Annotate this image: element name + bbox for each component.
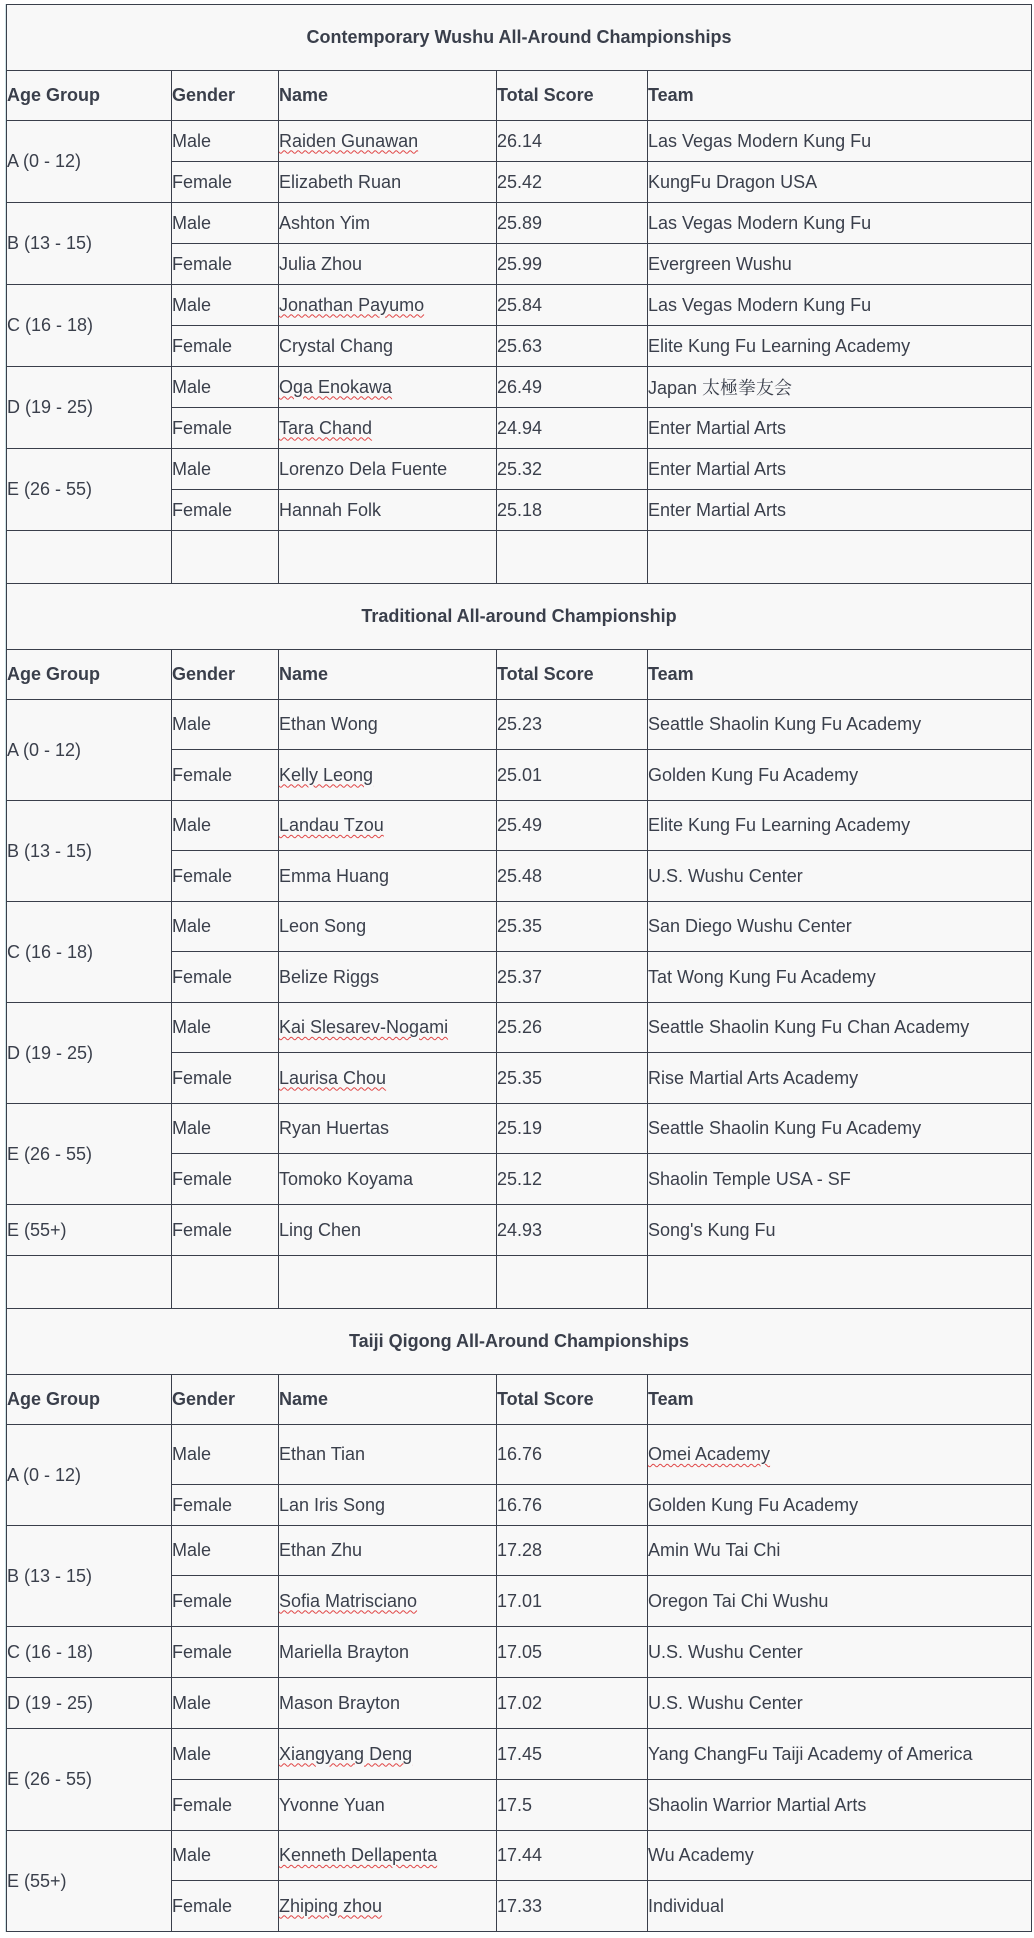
team-cell: San Diego Wushu Center (648, 902, 1032, 952)
age-group-cell: B (13 - 15) (7, 801, 172, 902)
age-group-cell: A (0 - 12) (7, 700, 172, 801)
age-group-cell: A (0 - 12) (7, 121, 172, 203)
team-cell: KungFu Dragon USA (648, 162, 1032, 203)
gender-cell: Female (172, 1780, 279, 1831)
score-cell: 17.02 (497, 1678, 648, 1729)
name-cell: Elizabeth Ruan (279, 162, 497, 203)
header-row (7, 650, 1032, 700)
score-cell: 25.32 (497, 449, 648, 490)
header-age-group: Age Group (7, 650, 172, 700)
team-cell: Yang ChangFu Taiji Academy of America (648, 1729, 1032, 1780)
score-cell: 17.33 (497, 1881, 648, 1932)
name-cell: Raiden Gunawan (279, 121, 497, 162)
gender-cell: Female (172, 1154, 279, 1205)
score-cell: 25.35 (497, 1053, 648, 1104)
name-cell: Yvonne Yuan (279, 1780, 497, 1831)
team-cell: U.S. Wushu Center (648, 1627, 1032, 1678)
name-cell: Hannah Folk (279, 490, 497, 531)
header-age-group: Age Group (7, 71, 172, 121)
name-cell: Leon Song (279, 902, 497, 952)
score-cell: 16.76 (497, 1485, 648, 1526)
gender-cell: Female (172, 952, 279, 1003)
gender-cell: Female (172, 244, 279, 285)
name-cell: Mason Brayton (279, 1678, 497, 1729)
gender-cell: Female (172, 750, 279, 801)
score-cell: 17.05 (497, 1627, 648, 1678)
age-group-cell: B (13 - 15) (7, 1526, 172, 1627)
table-row (7, 203, 1032, 244)
age-group-cell: E (26 - 55) (7, 449, 172, 531)
team-cell: Las Vegas Modern Kung Fu (648, 121, 1032, 162)
score-cell: 25.48 (497, 851, 648, 902)
team-cell: Individual (648, 1881, 1032, 1932)
team-cell: Elite Kung Fu Learning Academy (648, 326, 1032, 367)
age-group-cell: E (55+) (7, 1831, 172, 1932)
table-row (7, 121, 1032, 162)
team-cell: Rise Martial Arts Academy (648, 1053, 1032, 1104)
section-title-taiji: Taiji Qigong All-Around Championships (7, 1309, 1032, 1375)
score-cell: 25.18 (497, 490, 648, 531)
name-cell: Sofia Matrisciano (279, 1576, 497, 1627)
results-document (5, 4, 1031, 1932)
header-team: Team (648, 71, 1032, 121)
gender-cell: Male (172, 1729, 279, 1780)
team-cell: Amin Wu Tai Chi (648, 1526, 1032, 1576)
header-age-group: Age Group (7, 1375, 172, 1425)
header-row (7, 1375, 1032, 1425)
name-cell: Tomoko Koyama (279, 1154, 497, 1205)
name-cell: Ethan Tian (279, 1425, 497, 1485)
name-cell: Emma Huang (279, 851, 497, 902)
gender-cell: Female (172, 1205, 279, 1256)
header-total-score: Total Score (497, 71, 648, 121)
score-cell: 25.26 (497, 1003, 648, 1053)
score-cell: 25.37 (497, 952, 648, 1003)
team-cell: Tat Wong Kung Fu Academy (648, 952, 1032, 1003)
header-name: Name (279, 1375, 497, 1425)
header-row (7, 71, 1032, 121)
score-cell: 25.35 (497, 902, 648, 952)
team-cell: Seattle Shaolin Kung Fu Academy (648, 700, 1032, 750)
table-row (7, 902, 1032, 952)
header-name: Name (279, 650, 497, 700)
score-cell: 17.5 (497, 1780, 648, 1831)
score-cell: 24.93 (497, 1205, 648, 1256)
name-cell: Kai Slesarev-Nogami (279, 1003, 497, 1053)
gender-cell: Male (172, 1678, 279, 1729)
name-cell: Jonathan Payumo (279, 285, 497, 326)
header-team: Team (648, 1375, 1032, 1425)
age-group-cell: C (16 - 18) (7, 285, 172, 367)
score-cell: 17.28 (497, 1526, 648, 1576)
gender-cell: Female (172, 851, 279, 902)
section-title-traditional: Traditional All-around Championship (7, 584, 1032, 650)
table-row (7, 285, 1032, 326)
name-cell: Crystal Chang (279, 326, 497, 367)
gender-cell: Male (172, 285, 279, 326)
gender-cell: Male (172, 449, 279, 490)
score-cell: 25.23 (497, 700, 648, 750)
team-cell: Elite Kung Fu Learning Academy (648, 801, 1032, 851)
name-cell: Ashton Yim (279, 203, 497, 244)
score-cell: 25.49 (497, 801, 648, 851)
header-gender: Gender (172, 650, 279, 700)
empty-row (7, 531, 1032, 584)
team-cell: Enter Martial Arts (648, 490, 1032, 531)
gender-cell: Male (172, 203, 279, 244)
gender-cell: Male (172, 801, 279, 851)
score-cell: 25.99 (497, 244, 648, 285)
gender-cell: Male (172, 700, 279, 750)
team-cell: Las Vegas Modern Kung Fu (648, 285, 1032, 326)
gender-cell: Female (172, 1485, 279, 1526)
name-cell: Zhiping zhou (279, 1881, 497, 1932)
team-cell: Golden Kung Fu Academy (648, 750, 1032, 801)
age-group-cell: D (19 - 25) (7, 1003, 172, 1104)
team-cell: Song's Kung Fu (648, 1205, 1032, 1256)
age-group-cell: A (0 - 12) (7, 1425, 172, 1526)
score-cell: 17.45 (497, 1729, 648, 1780)
name-cell: Laurisa Chou (279, 1053, 497, 1104)
name-cell: Xiangyang Deng (279, 1729, 497, 1780)
header-total-score: Total Score (497, 650, 648, 700)
gender-cell: Male (172, 902, 279, 952)
gender-cell: Female (172, 1053, 279, 1104)
age-group-cell: E (26 - 55) (7, 1729, 172, 1831)
name-cell: Kelly Leong (279, 750, 497, 801)
table-row (7, 1678, 1032, 1729)
gender-cell: Female (172, 326, 279, 367)
table-row (7, 449, 1032, 490)
score-cell: 17.01 (497, 1576, 648, 1627)
team-cell: U.S. Wushu Center (648, 851, 1032, 902)
name-cell: Belize Riggs (279, 952, 497, 1003)
header-gender: Gender (172, 71, 279, 121)
score-cell: 25.63 (497, 326, 648, 367)
section-title-contemporary: Contemporary Wushu All-Around Championships (7, 5, 1032, 71)
team-cell: Las Vegas Modern Kung Fu (648, 203, 1032, 244)
name-cell: Lorenzo Dela Fuente (279, 449, 497, 490)
table-row (7, 1205, 1032, 1256)
name-cell: Ethan Zhu (279, 1526, 497, 1576)
gender-cell: Female (172, 408, 279, 449)
header-name: Name (279, 71, 497, 121)
team-cell: Golden Kung Fu Academy (648, 1485, 1032, 1526)
score-cell: 25.84 (497, 285, 648, 326)
score-cell: 26.49 (497, 367, 648, 408)
name-cell: Lan Iris Song (279, 1485, 497, 1526)
table-row (7, 700, 1032, 750)
table-row (7, 1104, 1032, 1154)
age-group-cell: C (16 - 18) (7, 1627, 172, 1678)
team-cell: Wu Academy (648, 1831, 1032, 1881)
team-cell: Omei Academy (648, 1425, 1032, 1485)
gender-cell: Male (172, 1003, 279, 1053)
team-cell: Seattle Shaolin Kung Fu Academy (648, 1104, 1032, 1154)
table-row (7, 801, 1032, 851)
team-cell: Oregon Tai Chi Wushu (648, 1576, 1032, 1627)
score-cell: 25.89 (497, 203, 648, 244)
table-row (7, 1729, 1032, 1780)
table-row (7, 1627, 1032, 1678)
table-row (7, 1831, 1032, 1881)
name-cell: Tara Chand (279, 408, 497, 449)
gender-cell: Male (172, 121, 279, 162)
team-cell: Enter Martial Arts (648, 408, 1032, 449)
gender-cell: Male (172, 1425, 279, 1485)
team-cell: Evergreen Wushu (648, 244, 1032, 285)
header-gender: Gender (172, 1375, 279, 1425)
score-cell: 25.01 (497, 750, 648, 801)
gender-cell: Female (172, 162, 279, 203)
age-group-cell: C (16 - 18) (7, 902, 172, 1003)
team-cell: U.S. Wushu Center (648, 1678, 1032, 1729)
age-group-cell: D (19 - 25) (7, 367, 172, 449)
age-group-cell: D (19 - 25) (7, 1678, 172, 1729)
name-cell: Landau Tzou (279, 801, 497, 851)
gender-cell: Female (172, 1576, 279, 1627)
team-cell: Shaolin Temple USA - SF (648, 1154, 1032, 1205)
name-cell: Oga Enokawa (279, 367, 497, 408)
name-cell: Ryan Huertas (279, 1104, 497, 1154)
empty-row (7, 1256, 1032, 1309)
header-total-score: Total Score (497, 1375, 648, 1425)
table-row (7, 1425, 1032, 1485)
score-cell: 25.42 (497, 162, 648, 203)
age-group-cell: E (55+) (7, 1205, 172, 1256)
results-table (6, 4, 1032, 1932)
name-cell: Mariella Brayton (279, 1627, 497, 1678)
header-team: Team (648, 650, 1032, 700)
gender-cell: Male (172, 1831, 279, 1881)
table-row (7, 1003, 1032, 1053)
age-group-cell: B (13 - 15) (7, 203, 172, 285)
age-group-cell: E (26 - 55) (7, 1104, 172, 1205)
name-cell: Kenneth Dellapenta (279, 1831, 497, 1881)
gender-cell: Male (172, 1104, 279, 1154)
score-cell: 25.19 (497, 1104, 648, 1154)
team-cell: Japan 太極拳友会 (648, 367, 1032, 408)
gender-cell: Male (172, 1526, 279, 1576)
table-row (7, 367, 1032, 408)
score-cell: 26.14 (497, 121, 648, 162)
team-cell: Shaolin Warrior Martial Arts (648, 1780, 1032, 1831)
score-cell: 17.44 (497, 1831, 648, 1881)
score-cell: 24.94 (497, 408, 648, 449)
gender-cell: Female (172, 1627, 279, 1678)
score-cell: 25.12 (497, 1154, 648, 1205)
name-cell: Ethan Wong (279, 700, 497, 750)
table-row (7, 1526, 1032, 1576)
score-cell: 16.76 (497, 1425, 648, 1485)
team-cell: Enter Martial Arts (648, 449, 1032, 490)
team-cell: Seattle Shaolin Kung Fu Chan Academy (648, 1003, 1032, 1053)
gender-cell: Male (172, 367, 279, 408)
name-cell: Ling Chen (279, 1205, 497, 1256)
name-cell: Julia Zhou (279, 244, 497, 285)
gender-cell: Female (172, 1881, 279, 1932)
gender-cell: Female (172, 490, 279, 531)
